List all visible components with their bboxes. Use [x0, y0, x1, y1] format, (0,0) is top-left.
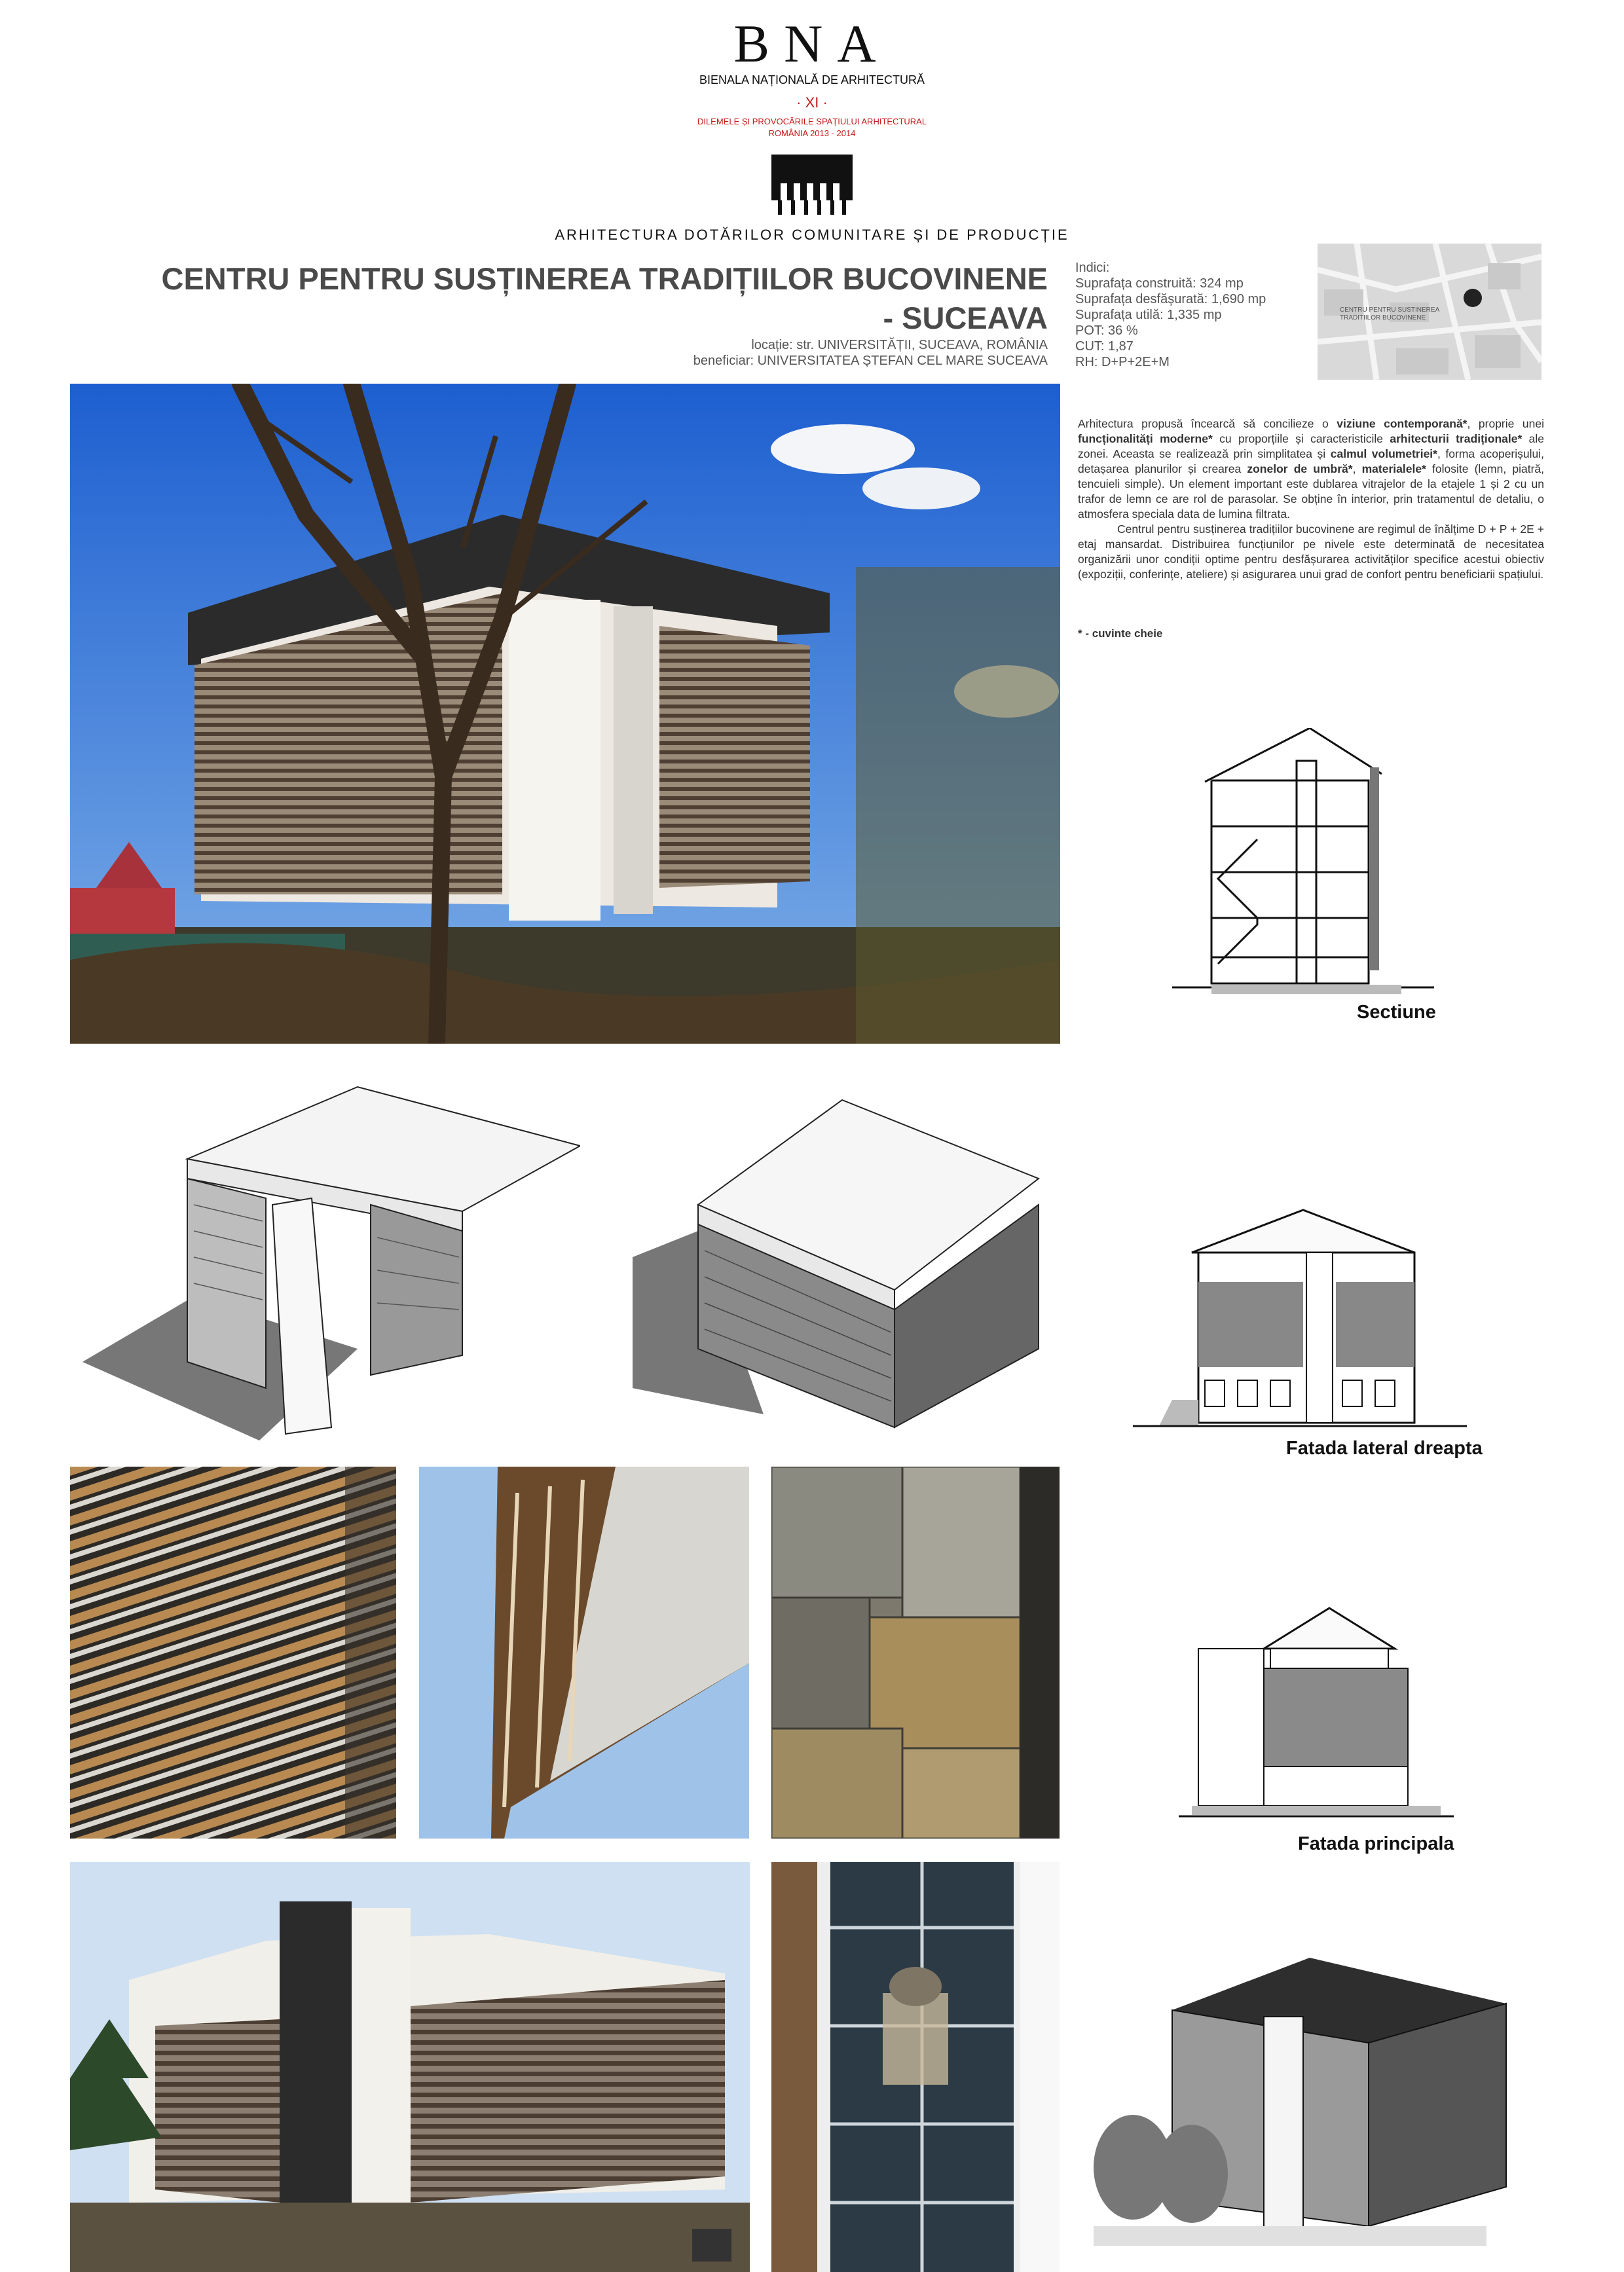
caption-right-facade: Fatada lateral dreapta	[1286, 1438, 1483, 1459]
axonometric-render-1	[83, 1074, 580, 1440]
project-beneficiary: beneficiar: UNIVERSITATEA ȘTEFAN CEL MARE SUCEAVA	[693, 354, 1048, 368]
caption-section: Sectiune	[1357, 1002, 1436, 1023]
keywords-note: * - cuvinte cheie	[1078, 627, 1163, 640]
description-paragraph-2: Centrul pentru susținerea tradițiilor bucovinene are regimul de înălțime D + P + 2E + etaj mansardat. Distribuirea funcțiunilor pe nivele este determinată de necesitatea organizării unor condiții optime pentru desfășurarea activităților specifice acestui obiectiv (expoziții, conferințe, ateliere) și asigurarea unui grad de confort pentru beneficiarii spațiului.	[1078, 522, 1544, 581]
index-item: CUT: 1,87	[1075, 339, 1134, 354]
detail-photo-stone-cladding	[771, 1467, 1060, 1839]
main-facade-drawing	[1166, 1603, 1467, 1825]
map-label	[1340, 306, 1471, 322]
index-item: Suprafața utilă: 1,335 mp	[1075, 308, 1222, 322]
indices-heading: Indici:	[1075, 261, 1110, 275]
bna-subtitle: BIENALA NAȚIONALĂ DE ARHITECTURĂ	[699, 73, 925, 86]
project-location: locație: str. UNIVERSITĂȚII, SUCEAVA, ROMÂNIA	[751, 338, 1048, 352]
detail-photo-wood-louvers	[70, 1467, 396, 1839]
main-building-photo	[70, 384, 1060, 1044]
photo-glass-reflection	[771, 1862, 1060, 2272]
bna-emblem-icon	[767, 152, 857, 217]
index-item: Suprafața construită: 324 mp	[1075, 276, 1244, 291]
project-title-line-2: - SUCEAVA	[883, 301, 1048, 335]
index-item: Suprafața desfășurată: 1,690 mp	[1075, 292, 1266, 306]
photo-building-street-view	[70, 1862, 750, 2272]
map-location-marker-icon	[1464, 289, 1482, 307]
index-item: RH: D+P+2E+M	[1075, 355, 1170, 369]
section-category: ARHITECTURA DOTĂRILOR COMUNITARE ȘI DE PRODUCȚIE	[555, 227, 1069, 243]
detail-photo-roof-eave	[419, 1467, 749, 1839]
axonometric-render-2	[633, 1074, 1058, 1440]
project-description	[1078, 416, 1544, 582]
map-label-line-2: TRADITIILOR BUCOVINENE	[1340, 314, 1426, 321]
description-paragraph-1: Arhitectura propusă încearcă să concilieze o viziune contemporană*, proprie unei funcționalități moderne* cu proporțiile și caracteristicile arhitecturii tradiționale* ale zonei. Aceasta se realizează prin simplitatea și calmul volumetriei*, forma acoperișului, detașarea planurilor și crearea zonelor de umbră*, materialele* folosite (lemn, piatră, tencuieli simple). Un element important este dublarea vitrajelor de la etajele 1 și 2 cu un trafor de lemn ce are rol de parasolar. Se obține în interior, prin tratamentul de detaliu, o atmosfera speciala data de lumina filtrata.	[1078, 417, 1545, 521]
project-title-line-1: CENTRU PENTRU SUSȚINEREA TRADIȚIILOR BUCOVINENE	[161, 261, 1048, 296]
index-item: POT: 36 %	[1075, 323, 1138, 338]
theme-line-2: ROMÂNIA 2013 - 2014	[768, 128, 856, 138]
location-map	[1318, 244, 1541, 380]
project-title	[144, 259, 1048, 338]
section-drawing	[1172, 728, 1447, 997]
theme-line-1: DILEMELE ȘI PROVOCĂRILE SPAȚIULUI ARHITECTURAL	[697, 117, 927, 126]
caption-main-facade: Fatada principala	[1298, 1833, 1454, 1854]
map-label-line-1: CENTRU PENTRU SUSTINEREA	[1340, 306, 1440, 314]
bna-logo: BNA	[733, 14, 891, 73]
edition-mark: · XI ·	[796, 94, 828, 111]
right-facade-drawing	[1133, 1203, 1467, 1433]
perspective-render	[1094, 1951, 1519, 2259]
